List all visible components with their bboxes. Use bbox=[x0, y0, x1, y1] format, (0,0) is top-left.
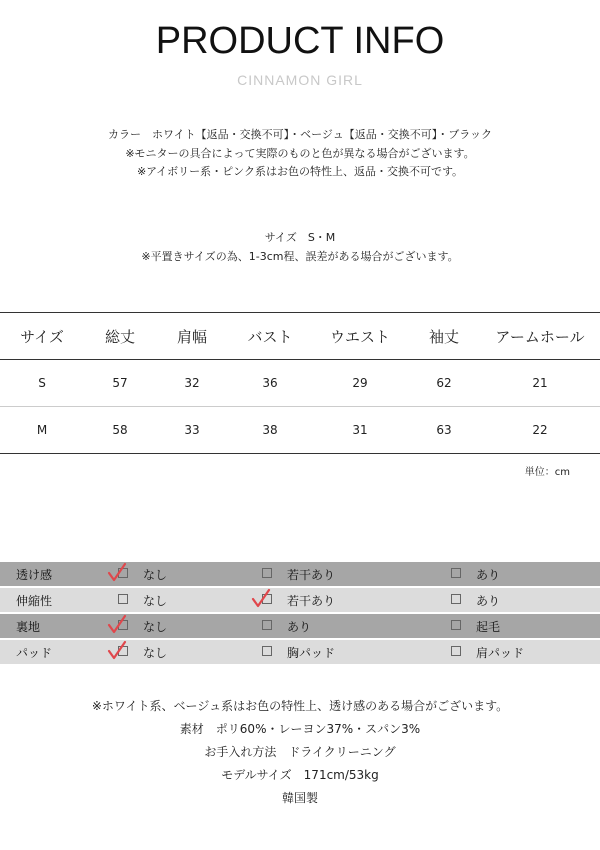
option-label: あり bbox=[476, 568, 501, 582]
material-line: 素材 ポリ60%・レーヨン37%・スパン3% bbox=[179, 722, 421, 736]
care-line: お手入れ方法 ドライクリーニング bbox=[204, 745, 396, 759]
table-cell: 29 bbox=[312, 360, 408, 407]
table-header: 袖丈 bbox=[408, 313, 480, 360]
table-cell: 21 bbox=[480, 360, 600, 407]
table-cell: M bbox=[0, 407, 84, 454]
option-label: 肩パッド bbox=[476, 646, 525, 660]
table-header: サイズ bbox=[0, 313, 84, 360]
color-note: ※アイボリー系・ピンク系はお色の特性上、返品・交換不可です。 bbox=[136, 165, 464, 178]
option-label: 胸パッド bbox=[287, 646, 336, 660]
size-note: ※平置きサイズの為、1-3cm程、誤差がある場合がございます。 bbox=[141, 249, 459, 263]
table-header: 肩幅 bbox=[156, 313, 228, 360]
option-label: なし bbox=[143, 594, 168, 608]
checkbox[interactable] bbox=[451, 568, 461, 578]
table-header: アームホール bbox=[480, 313, 600, 360]
footer-note: ※ホワイト系、ベージュ系はお色の特性上、透け感のある場合がございます。 bbox=[91, 699, 509, 713]
table-header: ウエスト bbox=[312, 313, 408, 360]
attr-row-stretch bbox=[0, 588, 600, 612]
table-cell: 22 bbox=[480, 407, 600, 454]
option-label: あり bbox=[476, 594, 501, 608]
checkbox[interactable] bbox=[262, 646, 272, 656]
table-cell: 33 bbox=[156, 407, 228, 454]
checkbox[interactable] bbox=[118, 594, 128, 604]
table-header: 総丈 bbox=[84, 313, 156, 360]
option-label: なし bbox=[143, 568, 168, 582]
table-row bbox=[0, 407, 600, 454]
attr-label: 透け感 bbox=[16, 568, 53, 582]
option-label: なし bbox=[143, 646, 168, 660]
table-cell: 36 bbox=[228, 360, 312, 407]
color-info bbox=[0, 126, 600, 182]
attr-label: 裏地 bbox=[16, 620, 41, 634]
checkbox[interactable] bbox=[262, 620, 272, 630]
size-table bbox=[0, 312, 600, 454]
size-line: サイズ S・M bbox=[264, 231, 336, 244]
option-label: あり bbox=[287, 620, 312, 634]
table-cell: 32 bbox=[156, 360, 228, 407]
option-label: 若干あり bbox=[287, 594, 336, 608]
brand-subtitle: CINNAMON GIRL bbox=[237, 72, 363, 88]
table-cell: S bbox=[0, 360, 84, 407]
table-cell: 63 bbox=[408, 407, 480, 454]
color-line: カラー ホワイト【返品・交換不可】・ベージュ【返品・交換不可】・ブラック bbox=[107, 128, 492, 141]
check-mark-icon bbox=[250, 586, 272, 610]
model-size-line: モデルサイズ 171cm/53kg bbox=[221, 768, 379, 782]
checkbox[interactable] bbox=[451, 646, 461, 656]
origin-line: 韓国製 bbox=[281, 791, 318, 805]
checkbox[interactable] bbox=[262, 568, 272, 578]
unit-label: 単位：cm bbox=[524, 467, 570, 478]
attr-row-pad bbox=[0, 640, 600, 664]
checkbox[interactable] bbox=[451, 620, 461, 630]
table-row bbox=[0, 360, 600, 407]
checkbox[interactable] bbox=[451, 594, 461, 604]
size-info bbox=[0, 229, 600, 266]
table-cell: 62 bbox=[408, 360, 480, 407]
option-label: 起毛 bbox=[476, 620, 501, 634]
option-label: なし bbox=[143, 620, 168, 634]
table-cell: 57 bbox=[84, 360, 156, 407]
check-mark-icon bbox=[106, 612, 128, 636]
table-cell: 31 bbox=[312, 407, 408, 454]
table-cell: 58 bbox=[84, 407, 156, 454]
attr-label: 伸縮性 bbox=[16, 594, 53, 608]
check-mark-icon bbox=[106, 560, 128, 584]
table-cell: 38 bbox=[228, 407, 312, 454]
color-note: ※モニターの具合によって実際のものと色が異なる場合がございます。 bbox=[125, 146, 475, 160]
table-header: バスト bbox=[228, 313, 312, 360]
attr-row-sheerness bbox=[0, 562, 600, 586]
attr-label: パッド bbox=[16, 646, 53, 660]
check-mark-icon bbox=[106, 638, 128, 662]
page-title: PRODUCT INFO bbox=[155, 20, 445, 62]
table-header-row bbox=[0, 313, 600, 360]
option-label: 若干あり bbox=[287, 568, 336, 582]
attr-row-lining bbox=[0, 614, 600, 638]
